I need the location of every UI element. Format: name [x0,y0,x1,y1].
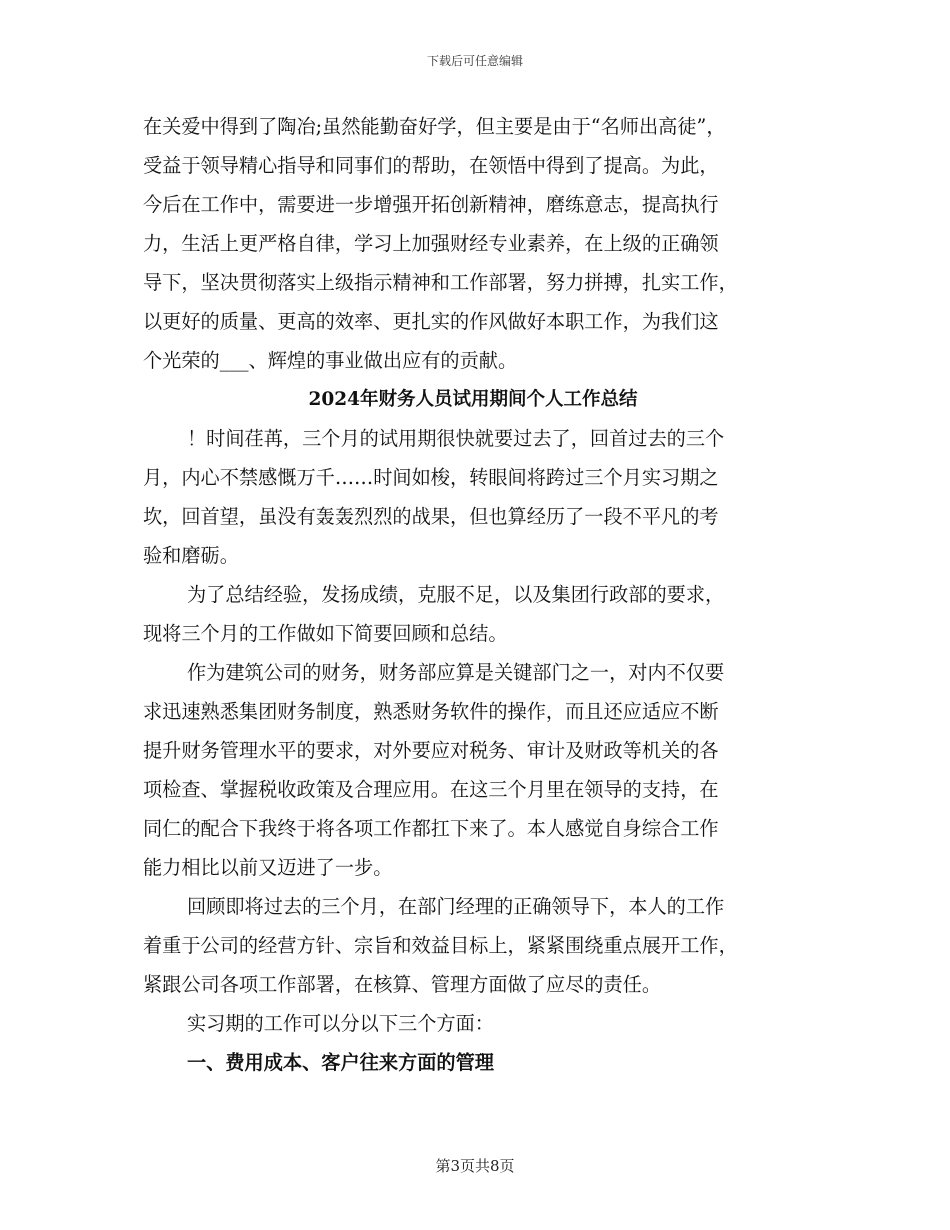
paragraph-line: 求迅速熟悉集团财务制度，熟悉财务软件的操作，而且还应适应不断 [143,700,719,723]
paragraph-line: 紧跟公司各项工作部署，在核算、管理方面做了应尽的责任。 [143,973,662,996]
text-line: 个光荣的___、辉煌的事业做出应有的贡献。 [143,349,518,372]
paragraph-line: ！时间荏苒，三个月的试用期很快就要过去了，回首过去的三个 [187,427,725,450]
paragraph-line: 为了总结经验，发扬成绩，克服不足，以及集团行政部的要求， [187,583,725,606]
text-line: 在关爱中得到了陶冶;虽然能勤奋好学，但主要是由于“名师出高徒”， [143,115,726,138]
paragraph-line: 同仁的配合下我终于将各项工作都扛下来了。本人感觉自身综合工作 [143,817,719,840]
paragraph-line: 项检查、掌握税收政策及合理应用。在这三个月里在领导的支持，在 [143,778,719,801]
paragraph-line: 作为建筑公司的财务，财务部应算是关键部门之一，对内不仅要 [187,661,725,684]
paragraph-line: 着重于公司的经营方针、宗旨和效益目标上，紧紧围绕重点展开工作， [143,934,738,957]
paragraph-line: 现将三个月的工作做如下简要回顾和总结。 [143,622,508,645]
paragraph-line: 月，内心不禁感慨万千……时间如梭，转眼间将跨过三个月实习期之 [143,466,719,489]
document-body [143,107,803,1082]
paragraph-line: 回顾即将过去的三个月，在部门经理的正确领导下，本人的工作 [187,895,725,918]
section-heading: 一、费用成本、客户往来方面的管理 [187,1051,494,1074]
paragraph-line: 实习期的工作可以分以下三个方面： [187,1012,494,1035]
text-line: 受益于领导精心指导和同事们的帮助，在领悟中得到了提高。为此， [143,154,719,177]
text-line: 导下，坚决贯彻落实上级指示精神和工作部署，努力拼搏，扎实工作， [143,271,738,294]
page-header: 下载后可任意编辑 [426,54,523,68]
paragraph-line: 能力相比以前又迈进了一步。 [143,856,393,879]
paragraph-line: 提升财务管理水平的要求，对外要应对税务、审计及财政等机关的各 [143,739,719,762]
page-footer: 第3页共8页 [435,1157,515,1175]
paragraph-line: 验和磨砺。 [143,544,239,567]
text-line: 今后在工作中，需要进一步增强开拓创新精神，磨练意志，提高执行 [143,193,719,216]
section-title: 2024年财务人员试用期间个人工作总结 [308,389,638,410]
text-line: 以更好的质量、更高的效率、更扎实的作风做好本职工作，为我们这 [143,310,719,333]
text-line: 力，生活上更严格自律，学习上加强财经专业素养，在上级的正确领 [143,232,719,255]
paragraph-line: 坎，回首望，虽没有轰轰烈烈的战果，但也算经历了一段不平凡的考 [143,505,719,528]
